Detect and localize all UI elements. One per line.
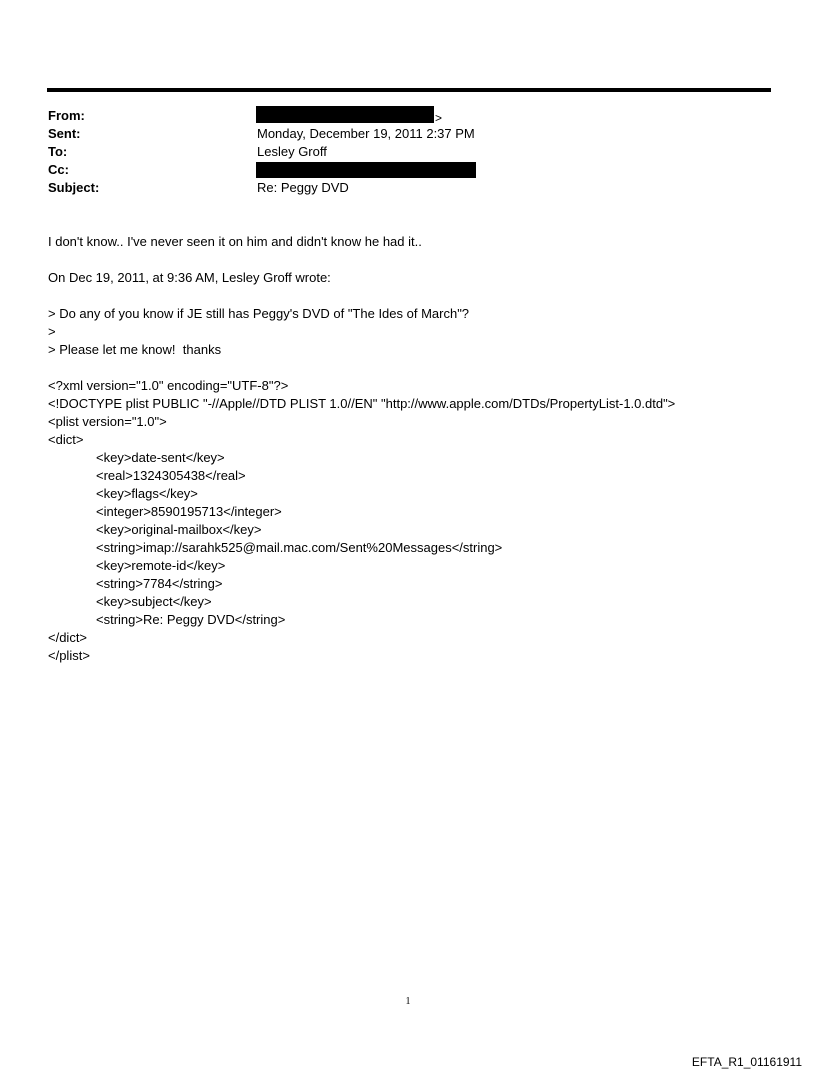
xml-entry: <string>7784</string> bbox=[96, 576, 223, 591]
xml-entry: <key>subject</key> bbox=[96, 594, 212, 609]
sent-value: Monday, December 19, 2011 2:37 PM bbox=[257, 126, 475, 141]
sent-label: Sent: bbox=[48, 126, 81, 141]
from-suffix: > bbox=[435, 111, 443, 125]
xml-entry: <key>date-sent</key> bbox=[96, 450, 225, 465]
page-number: 1 bbox=[405, 996, 411, 1007]
xml-entry: <key>remote-id</key> bbox=[96, 558, 226, 573]
xml-entry: <key>flags</key> bbox=[96, 486, 198, 501]
redaction-cc bbox=[256, 162, 476, 178]
xml-dict-close: </dict> bbox=[48, 630, 88, 645]
quote-line-3: > Please let me know! thanks bbox=[48, 342, 222, 357]
xml-plist-open: <plist version="1.0"> bbox=[48, 414, 167, 429]
xml-entry: <string>Re: Peggy DVD</string> bbox=[96, 612, 286, 627]
body-line-1: I don't know.. I've never seen it on him and didn't know he had it.. bbox=[48, 234, 422, 249]
xml-dict-open: <dict> bbox=[48, 432, 84, 447]
redaction-from bbox=[256, 106, 434, 123]
subject-value: Re: Peggy DVD bbox=[257, 180, 349, 195]
quote-line-2: > bbox=[48, 324, 56, 339]
quote-line-1: > Do any of you know if JE still has Peggy's DVD of "The Ides of March"? bbox=[48, 306, 470, 321]
body-line-2: On Dec 19, 2011, at 9:36 AM, Lesley Groff wrote: bbox=[48, 270, 331, 285]
xml-entry: <string>imap://sarahk525@mail.mac.com/Sent%20Messages</string> bbox=[96, 540, 503, 555]
from-label: From: bbox=[48, 108, 85, 123]
cc-label: Cc: bbox=[48, 162, 69, 177]
bates-number: EFTA_R1_01161911 bbox=[691, 1055, 802, 1069]
xml-entry: <real>1324305438</real> bbox=[96, 468, 246, 483]
header-rule bbox=[47, 88, 771, 92]
xml-entry: <integer>8590195713</integer> bbox=[96, 504, 282, 519]
to-value[interactable]: Lesley Groff bbox=[257, 144, 327, 159]
to-label: To: bbox=[48, 144, 68, 159]
subject-label: Subject: bbox=[48, 180, 100, 195]
xml-doctype: <!DOCTYPE plist PUBLIC "-//Apple//DTD PLIST 1.0//EN" "http://www.apple.com/DTDs/PropertyList-1.0.dtd"> bbox=[48, 396, 676, 411]
xml-plist-close: </plist> bbox=[48, 648, 90, 663]
xml-entry: <key>original-mailbox</key> bbox=[96, 522, 262, 537]
xml-declaration: <?xml version="1.0" encoding="UTF-8"?> bbox=[48, 378, 289, 393]
